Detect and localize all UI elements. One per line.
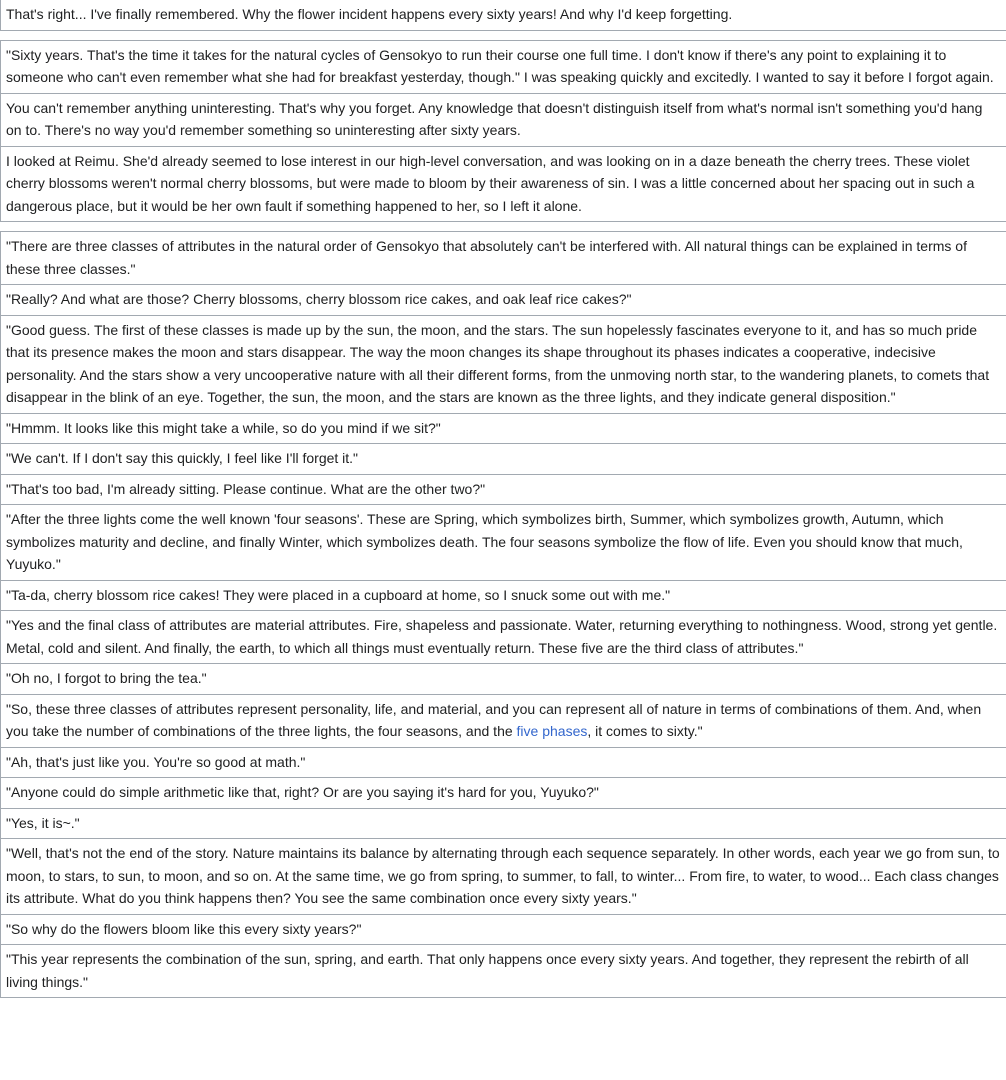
- table-row: [1, 285, 1006, 316]
- dialogue-table-memory: [0, 40, 1006, 223]
- dialogue-line: "Yes, it is~.": [1, 808, 1006, 839]
- dialogue-line: That's right... I've finally remembered. Why the flower incident happens every sixty years! And why I'd keep forgetting.: [1, 0, 1006, 30]
- dialogue-line: "Really? And what are those? Cherry blossoms, cherry blossom rice cakes, and oak leaf rice cakes?": [1, 285, 1006, 316]
- five-phases-link[interactable]: five phases: [516, 723, 588, 739]
- dialogue-line: "We can't. If I don't say this quickly, I feel like I'll forget it.": [1, 444, 1006, 475]
- table-row: [1, 315, 1006, 413]
- dialogue-text-after-link: , it comes to sixty.": [587, 723, 703, 739]
- dialogue-table-attributes: [0, 231, 1006, 998]
- table-row: [1, 839, 1006, 915]
- dialogue-line: I looked at Reimu. She'd already seemed to lose interest in our high-level conversation, and was looking on in a daze beneath the cherry trees. These violet cherry blossoms weren't normal cherry blossoms, but were made to bloom by their awareness of sin. I was a little concerned about her spacing out in such a dangerous place, but it would be her own fault if something happened to her, so I left it alone.: [1, 146, 1006, 222]
- table-row: [1, 808, 1006, 839]
- table-row: [1, 505, 1006, 581]
- dialogue-line: "This year represents the combination of the sun, spring, and earth. That only happens once every sixty years. And together, they represent the rebirth of all living things.": [1, 945, 1006, 998]
- table-row: [1, 0, 1006, 30]
- dialogue-line: "Yes and the final class of attributes are material attributes. Fire, shapeless and passionate. Water, returning everything to nothingness. Wood, strong yet gentle. Metal, cold and silent. And finally, the earth, to which all things must eventually return. These five are the third class of attributes.": [1, 611, 1006, 664]
- dialogue-line: "Good guess. The first of these classes is made up by the sun, the moon, and the stars. The sun hopelessly fascinates everyone to it, and has so much pride that its presence makes the moon and stars disappear. The way the moon changes its shape throughout its phases indicates a cooperative, indecisive personality. And the stars show a very uncooperative nature with all their different forms, from the unmoving north star, to the wandering planets, to comets that disappear in the blink of an eye. Together, the sun, the moon, and the stars are known as the three lights, and they indicate general disposition.": [1, 315, 1006, 413]
- table-row: [1, 664, 1006, 695]
- table-row: [1, 747, 1006, 778]
- dialogue-line: "Ah, that's just like you. You're so good at math.": [1, 747, 1006, 778]
- dialogue-line: "So why do the flowers bloom like this every sixty years?": [1, 914, 1006, 945]
- dialogue-line: "Anyone could do simple arithmetic like that, right? Or are you saying it's hard for you, Yuyuko?": [1, 778, 1006, 809]
- table-gap: [0, 31, 1006, 40]
- dialogue-line: "Hmmm. It looks like this might take a while, so do you mind if we sit?": [1, 413, 1006, 444]
- dialogue-line: "Oh no, I forgot to bring the tea.": [1, 664, 1006, 695]
- dialogue-line: "Well, that's not the end of the story. Nature maintains its balance by alternating through each sequence separately. In other words, each year we go from sun, to moon, to stars, to sun, to moon, and so on. At the same time, we go from spring, to summer, to fall, to winter... From fire, to water, to wood... Each class changes its attribute. What do you think happens then? You see the same combination once every sixty years.": [1, 839, 1006, 915]
- dialogue-line: "Ta-da, cherry blossom rice cakes! They were placed in a cupboard at home, so I snuck some out with me.": [1, 580, 1006, 611]
- table-gap: [0, 222, 1006, 231]
- table-row: [1, 413, 1006, 444]
- table-row: [1, 146, 1006, 222]
- dialogue-line: "Sixty years. That's the time it takes for the natural cycles of Gensokyo to run their course one full time. I don't know if there's any point to explaining it to someone who can't even remember what she had for breakfast yesterday, though." I was speaking quickly and excitedly. I wanted to say it before I forgot again.: [1, 40, 1006, 93]
- table-row: [1, 611, 1006, 664]
- dialogue-line: You can't remember anything uninteresting. That's why you forget. Any knowledge that doesn't distinguish itself from what's normal isn't something you'd hang on to. There's no way you'd remember something so uninteresting after sixty years.: [1, 93, 1006, 146]
- dialogue-line: "After the three lights come the well known 'four seasons'. These are Spring, which symbolizes birth, Summer, which symbolizes growth, Autumn, which symbolizes maturity and decline, and finally Winter, which symbolizes death. The four seasons symbolize the flow of life. Even you should know that much, Yuyuko.": [1, 505, 1006, 581]
- dialogue-line-with-link: [1, 694, 1006, 747]
- dialogue-text-before-link: "So, these three classes of attributes represent personality, life, and material, and you can represent all of nature in terms of combinations of them. And, when you take the number of combinations of the three lights, the four seasons, and the: [6, 700, 982, 739]
- table-row: [1, 945, 1006, 998]
- table-row: [1, 444, 1006, 475]
- table-row: [1, 914, 1006, 945]
- table-row: [1, 232, 1006, 285]
- table-row: [1, 93, 1006, 146]
- table-row: [1, 580, 1006, 611]
- dialogue-line: "That's too bad, I'm already sitting. Please continue. What are the other two?": [1, 474, 1006, 505]
- table-row: [1, 694, 1006, 747]
- table-row: [1, 474, 1006, 505]
- dialogue-table-intro: [0, 0, 1006, 31]
- table-row: [1, 40, 1006, 93]
- dialogue-line: "There are three classes of attributes in the natural order of Gensokyo that absolutely can't be interfered with. All natural things can be explained in terms of these three classes.": [1, 232, 1006, 285]
- table-row: [1, 778, 1006, 809]
